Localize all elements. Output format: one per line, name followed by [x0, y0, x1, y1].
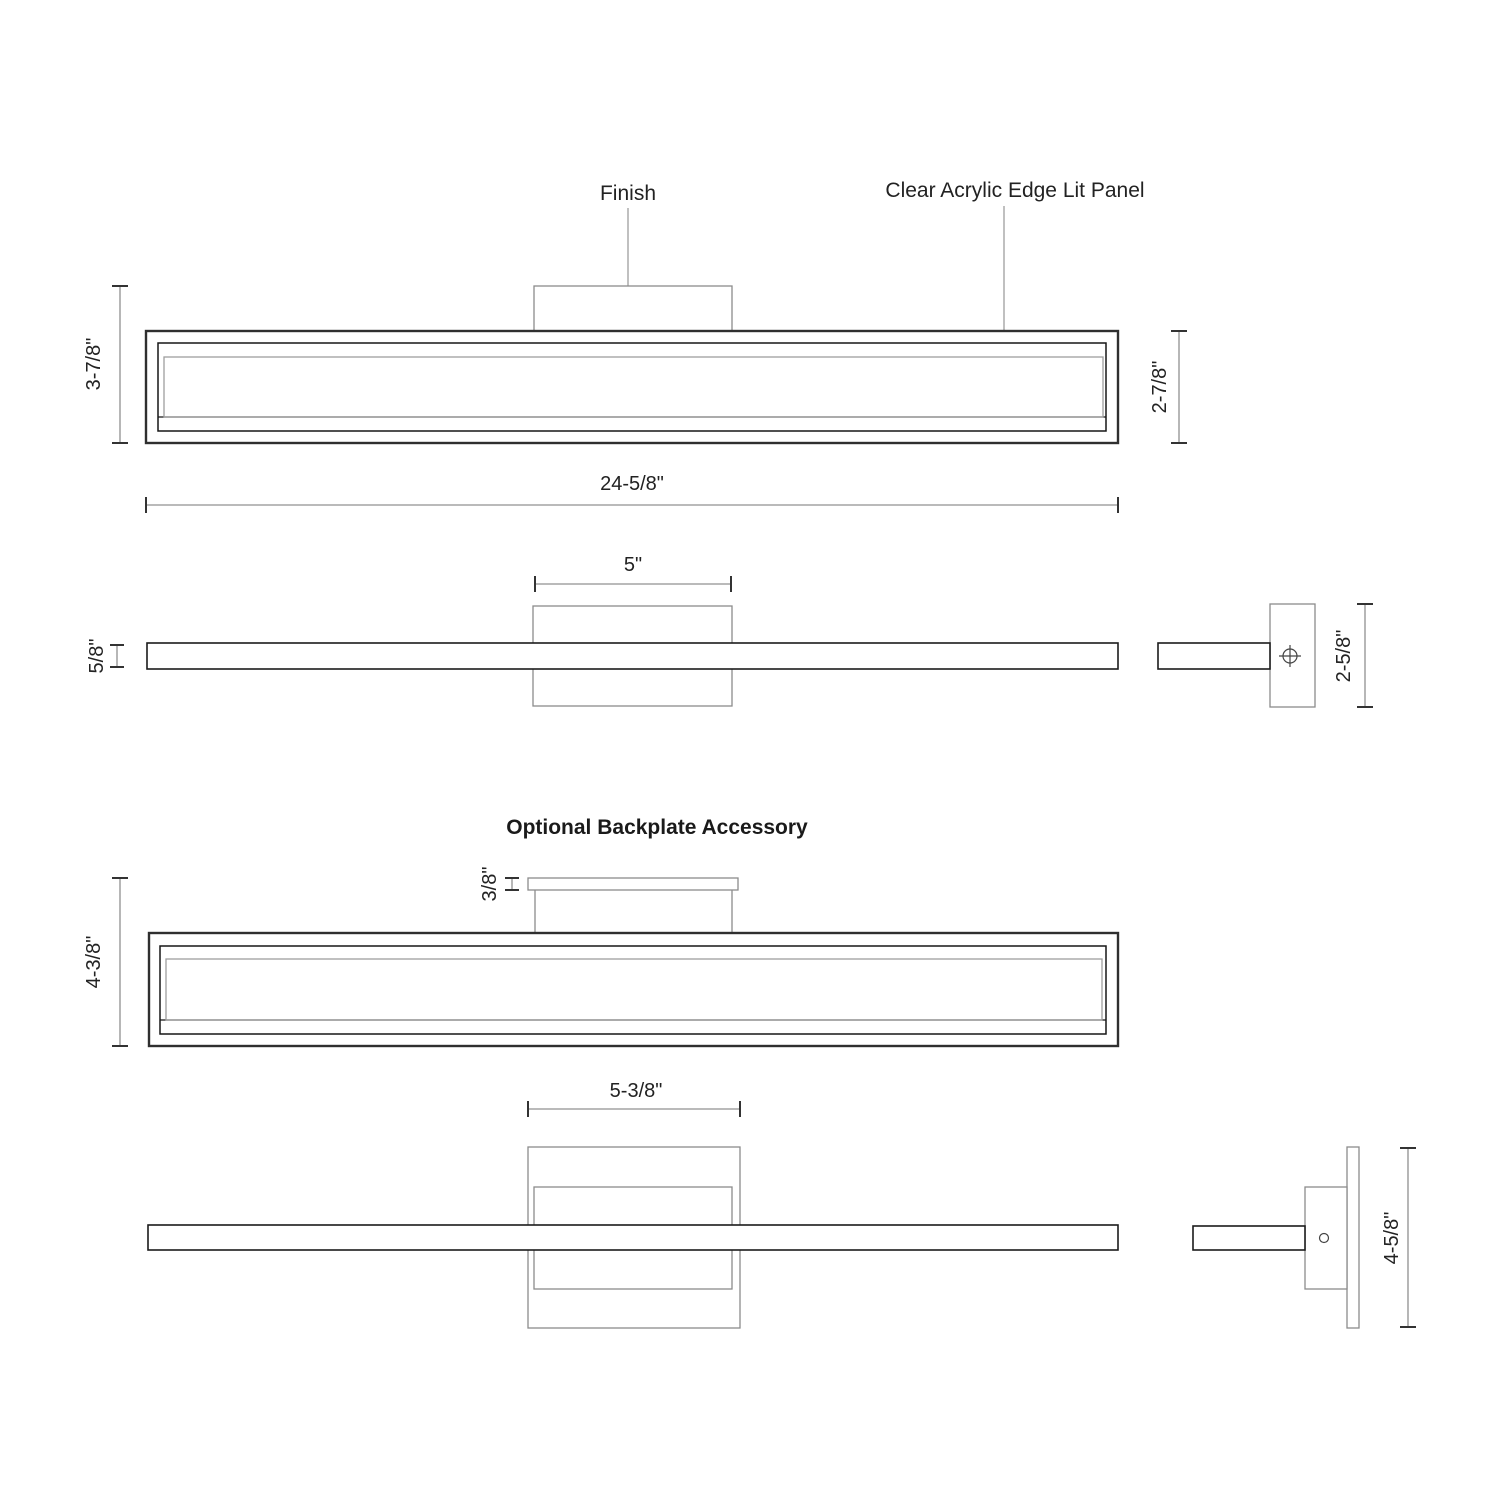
backplate-side-bar — [1193, 1226, 1305, 1250]
dim-plate-height — [1381, 1148, 1416, 1327]
dim-front-body-height — [1149, 331, 1187, 443]
front-outer-frame — [146, 331, 1118, 443]
dim-body-depth — [86, 639, 124, 674]
finish-label: Finish — [599, 182, 657, 205]
dim-canopy-width — [535, 554, 731, 592]
dim-plate-thickness-text: 3/8" — [479, 866, 501, 902]
dim-canopy-width-text: 5" — [623, 554, 643, 576]
backplate-side-view — [1193, 1147, 1416, 1328]
dim-plate-width — [528, 1080, 740, 1117]
top-view — [86, 554, 1373, 707]
backplate-front-outer-frame — [149, 933, 1118, 1046]
acrylic-label: Clear Acrylic Edge Lit Panel — [885, 179, 1145, 202]
dim-body-depth-text: 5/8" — [86, 638, 108, 674]
dim-front-body-height-text: 2-7/8" — [1149, 360, 1171, 414]
backplate-strip — [528, 878, 738, 890]
dim-front-total-height — [83, 286, 128, 443]
top-bar — [147, 643, 1118, 669]
dim-plate-height-text: 4-5/8" — [1381, 1211, 1403, 1265]
backplate-side-strip — [1347, 1147, 1359, 1328]
backplate-section — [83, 816, 1416, 1328]
dim-side-canopy-height-text: 2-5/8" — [1333, 629, 1355, 683]
side-bar — [1158, 643, 1270, 669]
dim-plate-thickness — [479, 867, 519, 902]
dim-accessory-total-height-text: 4-3/8" — [83, 935, 105, 989]
section-title: Optional Backplate Accessory — [506, 816, 808, 839]
side-view — [1158, 604, 1373, 707]
dim-front-total-height-text: 3-7/8" — [83, 337, 105, 391]
front-canopy — [534, 286, 732, 332]
dim-accessory-total-height — [83, 878, 128, 1046]
backplate-bottom-view — [148, 1080, 1118, 1328]
bottom-bar — [148, 1225, 1118, 1250]
backplate-side-canopy — [1305, 1187, 1347, 1289]
front-view — [83, 179, 1187, 513]
dim-plate-width-text: 5-3/8" — [609, 1080, 663, 1102]
dim-side-canopy-height — [1333, 604, 1373, 707]
backplate-front-view — [83, 867, 1118, 1046]
dim-front-width — [146, 473, 1118, 513]
dim-front-width-text: 24-5/8" — [600, 473, 664, 495]
